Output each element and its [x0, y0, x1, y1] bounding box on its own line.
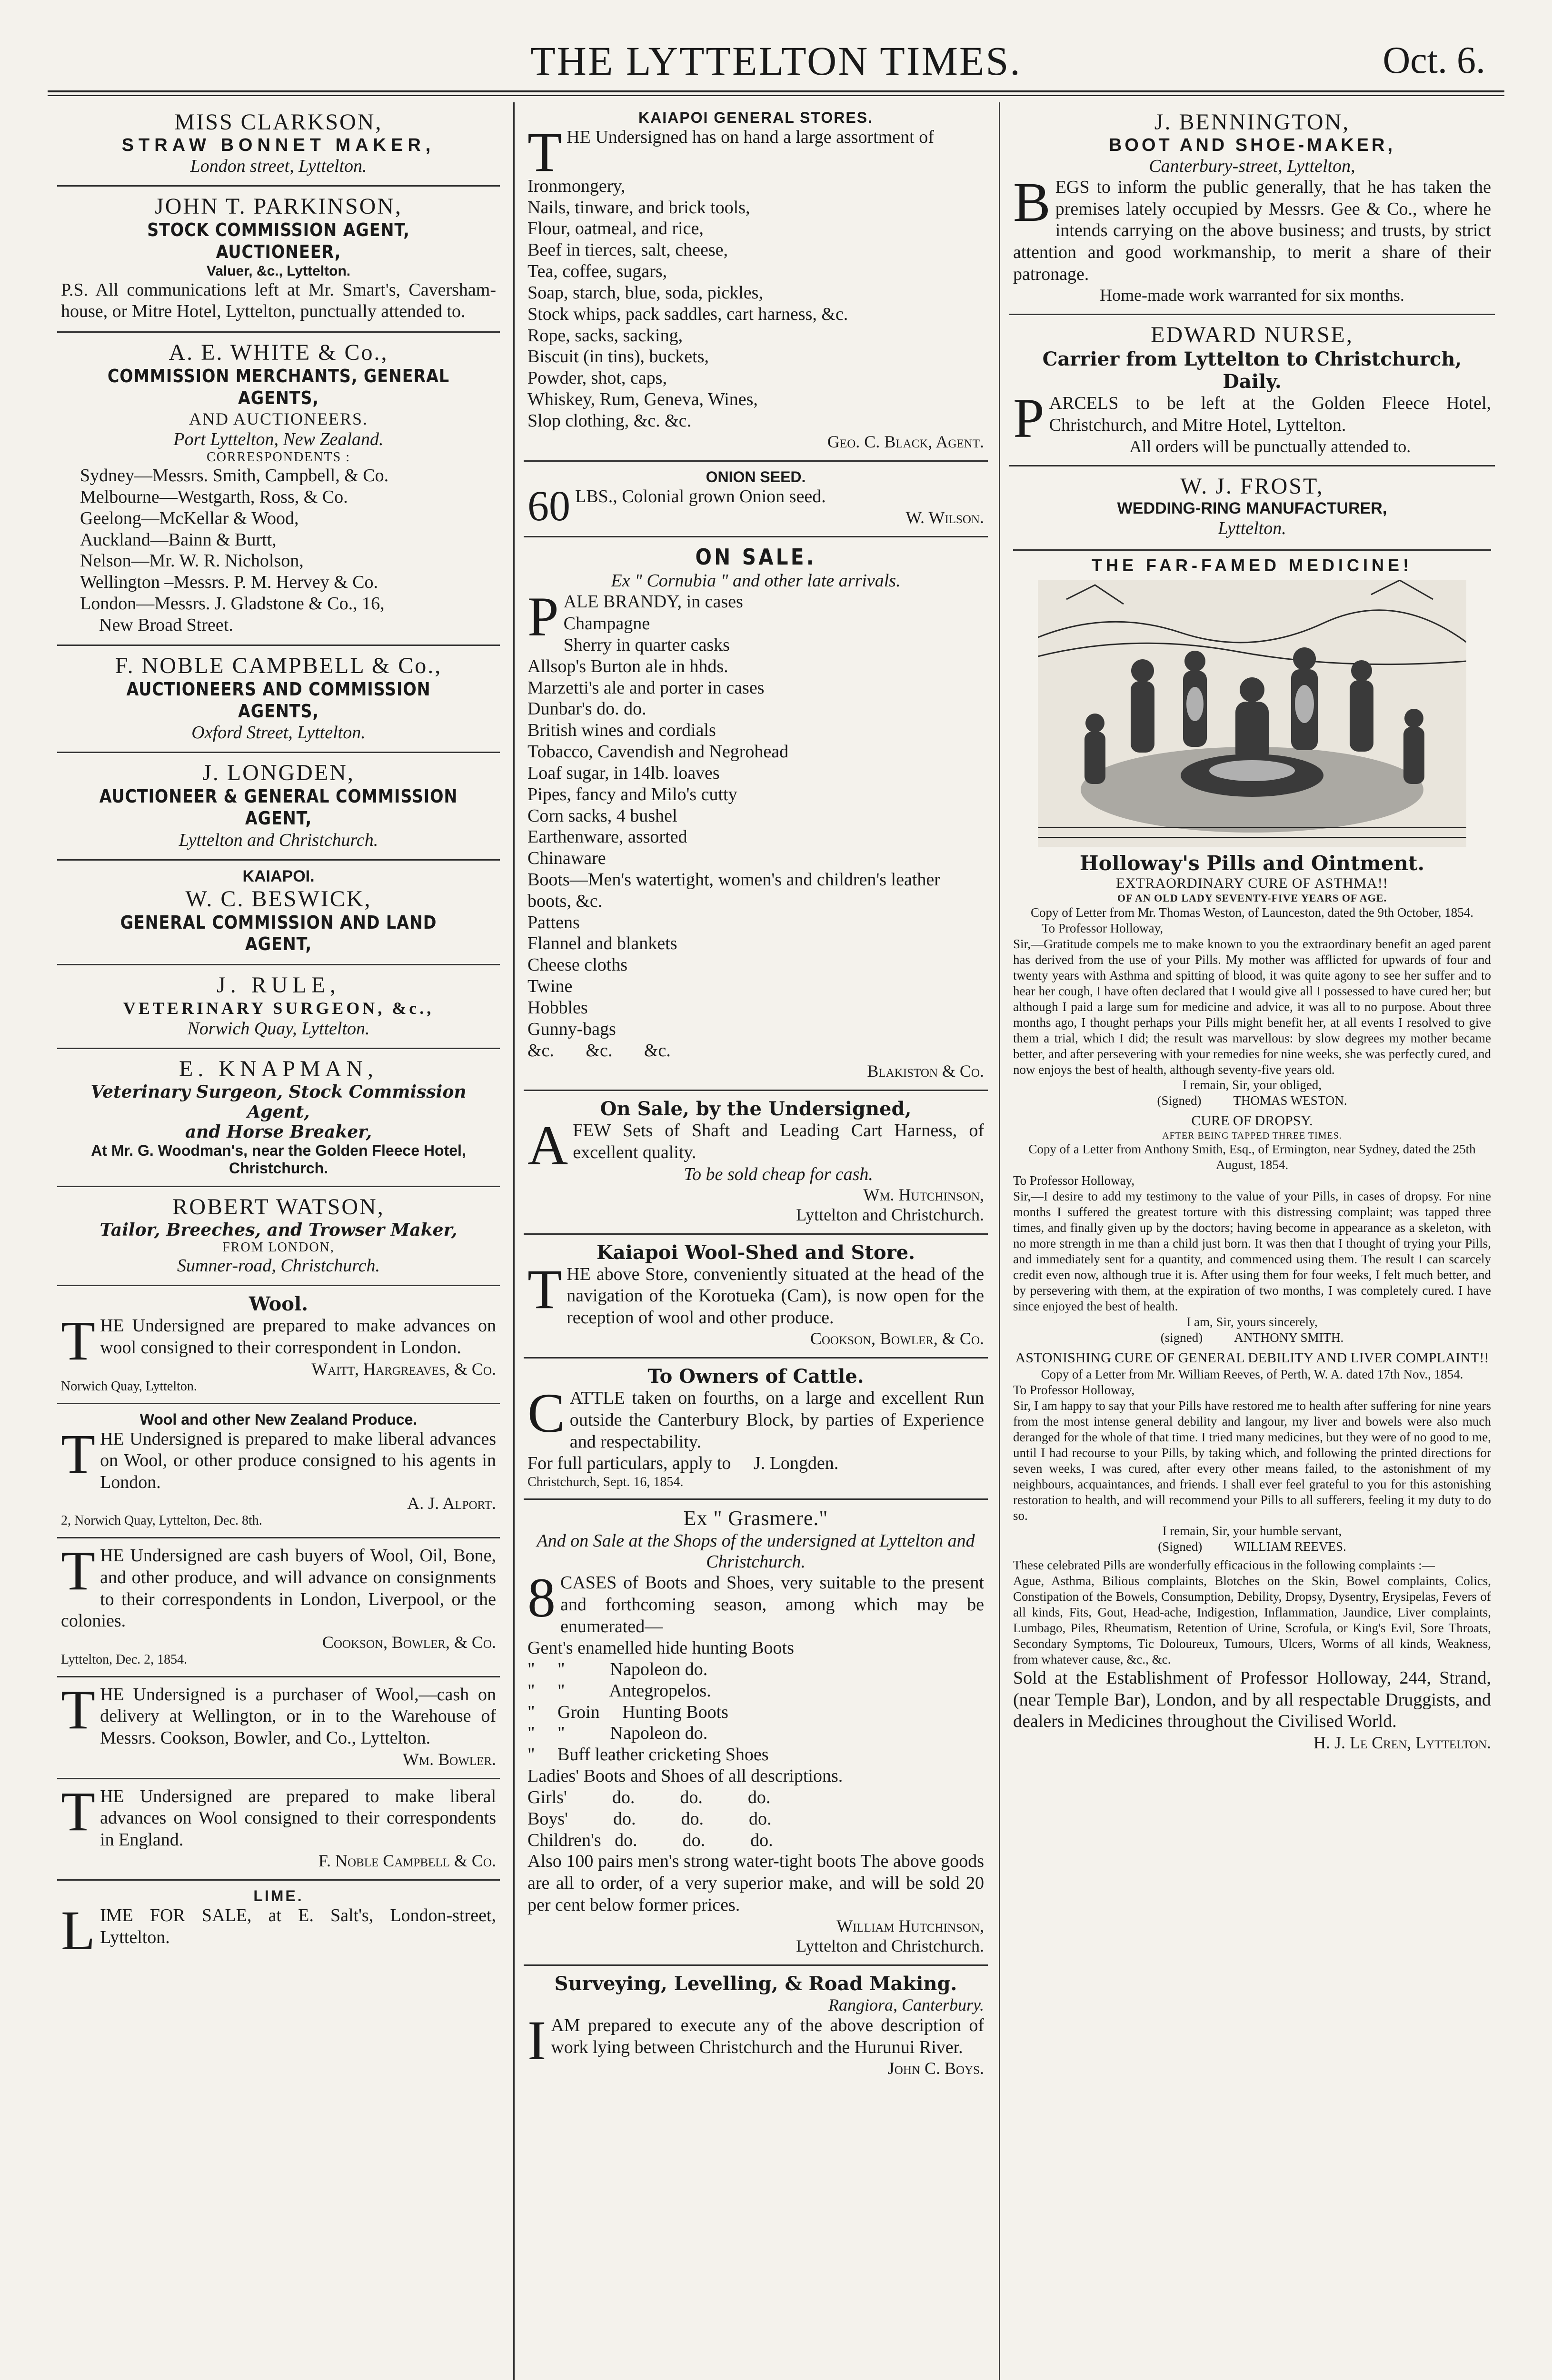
ad-body: HE Undersigned is a purchaser of Wool,—cash on delivery at Wellington, or in to the Warehouse of Messrs. Cookson, Bowler, and Co., Lyttelton.: [100, 1684, 496, 1748]
ad-banner: THE FAR-FAMED MEDICINE!: [1013, 549, 1491, 575]
ad-trade: AUCTIONEERS AND COMMISSION AGENTS,: [126, 678, 431, 722]
drop-cap: T: [61, 1309, 96, 1372]
letter-salutation: To Professor Holloway,: [1013, 1383, 1135, 1398]
ad-wool-shed: [524, 1235, 988, 1359]
ad-signature: H. J. Le Cren, Lyttelton.: [1313, 1733, 1491, 1752]
ad-body: HE Undersigned are prepared to make liberal advances on Wool consigned to their correspondents in England.: [100, 1786, 496, 1850]
drop-cap: T: [527, 121, 562, 183]
ad-bowler: [57, 1677, 500, 1779]
letter-closing: I remain, Sir, your humble servant,: [1162, 1524, 1342, 1538]
list-item: Stock whips, pack saddles, cart harness, &c.: [527, 304, 848, 324]
list-item: Hobbles: [527, 997, 588, 1018]
ad-note: Home-made work warranted for six months.: [1100, 286, 1404, 305]
ad-frost: [1009, 466, 1495, 547]
drop-cap: T: [61, 1422, 96, 1485]
testimonial-heading: ASTONISHING CURE OF GENERAL DEBILITY AND LIVER COMPLAINT!!: [1015, 1349, 1489, 1366]
ad-subtitle: Ex " Cornubia " and other late arrivals.: [611, 571, 901, 591]
ad-signature: A. J. Alport.: [407, 1494, 496, 1513]
letter-salutation: To Professor Holloway,: [1042, 921, 1164, 936]
list-item: Marzetti's ale and porter in cases: [527, 677, 765, 698]
ad-name: E. KNAPMAN,: [179, 1056, 378, 1082]
complaints-intro: These celebrated Pills are wonderfully efficacious in the following complaints :—: [1013, 1558, 1435, 1573]
drop-cap: T: [527, 1258, 562, 1320]
ad-heading: Ex " Grasmere.": [683, 1506, 828, 1530]
list-item: " Groin Hunting Boots: [527, 1702, 728, 1722]
ad-note: All orders will be punctually attended to.: [1129, 436, 1411, 456]
masthead-rule-thin: [48, 95, 1504, 96]
column-divider: [513, 102, 515, 2380]
ad-campbell-wool: [57, 1779, 500, 1881]
list-item: &c. &c. &c.: [527, 1040, 671, 1061]
drop-cap: P: [527, 585, 559, 648]
stockist-notice: Sold at the Establishment of Professor Holloway, 244, Strand, (near Temple Bar), London, and by all respectable Druggists, and dealers in Medicines throughout the Civilised World.: [1013, 1667, 1491, 1732]
ad-trade: VETERINARY SURGEON, &c.,: [123, 999, 434, 1018]
ad-body: ALE BRANDY, in cases: [563, 592, 743, 612]
list-item: Corn sacks, 4 bushel: [527, 805, 677, 826]
list-item: Auckland—Bainn & Burtt,: [80, 529, 277, 550]
list-item: Champagne: [563, 614, 650, 634]
ad-body: HE Undersigned are cash buyers of Wool, Oil, Bone, and other produce, and will advance on consignments to their correspondents in London, Liverpool, or the colonies.: [61, 1546, 496, 1631]
drop-cap: L: [61, 1899, 96, 1962]
list-item: Sherry in quarter casks: [563, 635, 730, 655]
newspaper-title: THE LYTTELTON TIMES.: [530, 38, 1022, 84]
list-item: Tobacco, Cavendish and Negrohead: [527, 742, 789, 762]
ad-apply: For full particulars, apply to J. Longden.: [527, 1453, 839, 1474]
ad-nurse: [1009, 315, 1495, 466]
ad-signature: Waitt, Hargreaves, & Co.: [311, 1359, 496, 1378]
ad-signature: William Hutchinson,: [836, 1916, 984, 1936]
testimonial-heading: CURE OF DROPSY.: [1191, 1113, 1313, 1129]
ad-harness: [524, 1091, 988, 1234]
ad-origin: FROM LONDON,: [222, 1240, 335, 1255]
drop-cap: C: [527, 1382, 565, 1445]
letter-body: Sir, I am happy to say that your Pills have restored me to health after suffering for nine years from the most intense general debility and langour, my liver and bowels were also much deranged for the whole of that time. I tried many medicines, but they were of no good to me, until I had recourse to your Pills, by taking which, and following the printed directions for seven weeks, I was cured, after every other means failed, to the astonishment of my neighbours, acquaintances, and friends. I shall ever feel grateful to you for this astonishing restoration to health, and will recommend your Pills to all sufferers, feeling it my duty to do so.: [1013, 1398, 1491, 1523]
ad-extra: Also 100 pairs men's strong water-tight boots The above goods are all to order, of a very superior make, and will be sold 20 per cent below former prices.: [527, 1851, 984, 1915]
list-item: Gent's enamelled hide hunting Boots: [527, 1638, 794, 1658]
ad-heading: Wool.: [249, 1293, 308, 1316]
ad-trade: Carrier from Lyttelton to Christchurch, Daily.: [1042, 348, 1462, 393]
ad-cookson-buyers: [57, 1538, 500, 1677]
list-item: Earthenware, assorted: [527, 827, 687, 847]
list-item: Flannel and blankets: [527, 933, 677, 954]
ad-postscript: P.S. All communications left at Mr. Smart's, Caversham-house, or Mitre Hotel, Lyttelton, punctually attended to.: [61, 279, 496, 322]
list-item: Gunny-bags: [527, 1019, 616, 1039]
list-item: " " Antegropelos.: [527, 1680, 711, 1701]
list-item: Powder, shot, caps,: [527, 368, 667, 388]
ad-signature: Wm. Hutchinson,: [863, 1185, 984, 1204]
list-item: " " Napoleon do.: [527, 1659, 708, 1679]
list-item: Dunbar's do. do.: [527, 699, 647, 719]
goods-list: [527, 1637, 984, 1851]
testimonial-subheading: OF AN OLD LADY SEVENTY-FIVE YEARS OF AGE.: [1117, 892, 1387, 904]
ad-name: J. RULE,: [217, 972, 340, 998]
list-item: British wines and cordials: [527, 720, 716, 741]
ad-noble-campbell: [57, 646, 500, 753]
ad-name: W. C. BESWICK,: [185, 886, 372, 912]
ad-trade: GENERAL COMMISSION AND LAND AGENT,: [120, 912, 437, 955]
list-item: Boys' do. do. do.: [527, 1808, 772, 1829]
ad-dateline: 2, Norwich Quay, Lyttelton, Dec. 8th.: [61, 1513, 262, 1528]
ad-surveying: [524, 1966, 988, 2087]
list-item: Melbourne—Westgarth, Ross, & Co.: [80, 486, 348, 507]
testimonial-heading: EXTRAORDINARY CURE OF ASTHMA!!: [1116, 875, 1388, 891]
ad-heading: KAIAPOI GENERAL STORES.: [638, 109, 873, 126]
ad-subtitle: Valuer, &c., Lyttelton.: [206, 263, 351, 279]
list-item: Boots—Men's watertight, women's and children's leather boots, &c.: [527, 870, 940, 911]
list-item: Nelson—Mr. W. R. Nicholson,: [80, 551, 304, 571]
ad-trade: STRAW BONNET MAKER,: [121, 135, 436, 156]
letter-closing: I am, Sir, yours sincerely,: [1186, 1314, 1318, 1329]
drop-cap: I: [527, 2009, 547, 2072]
ad-trade: Veterinary Surgeon, Stock Commission Agent,: [90, 1082, 467, 1122]
ad-heading: ONION SEED.: [706, 468, 806, 486]
ad-parkinson: [57, 187, 500, 333]
ad-body: HE above Store, conveniently situated at the head of the navigation of the Korotueka (Cam), is now open for the reception of wool and other produce.: [567, 1264, 984, 1328]
list-item: Slop clothing, &c. &c.: [527, 410, 692, 431]
letter-signature: (signed) ANTHONY SMITH.: [1160, 1330, 1344, 1345]
list-item: London—Messrs. J. Gladstone & Co., 16,: [80, 594, 385, 614]
list-item: Ladies' Boots and Shoes of all descriptions.: [527, 1766, 843, 1786]
letter-salutation: To Professor Holloway,: [1013, 1173, 1135, 1188]
list-item: Twine: [527, 976, 573, 997]
ad-address: Lyttelton and Christchurch.: [179, 830, 378, 850]
masthead-rule: [48, 90, 1504, 92]
ad-longden: [57, 753, 500, 860]
engraving-illustration: [1038, 580, 1466, 847]
ad-onion-seed: [524, 462, 988, 538]
ad-trade: Tailor, Breeches, and Trowser Maker,: [99, 1220, 458, 1240]
ad-address: Norwich Quay, Lyttelton.: [187, 1019, 370, 1039]
ad-trade: WEDDING-RING MANUFACTURER,: [1117, 499, 1387, 517]
ad-heading: LIME.: [253, 1887, 304, 1905]
list-item: Tea, coffee, sugars,: [527, 261, 667, 282]
ad-on-sale: [524, 537, 988, 1091]
ad-cattle: [524, 1359, 988, 1499]
ad-holloway: [1009, 547, 1495, 1761]
ad-name: W. J. FROST,: [1180, 473, 1324, 499]
testimonial-subheading: AFTER BEING TAPPED THREE TIMES.: [1162, 1130, 1342, 1141]
list-item: Nails, tinware, and brick tools,: [527, 197, 750, 218]
ad-heading: Surveying, Levelling, & Road Making.: [554, 1973, 957, 1995]
issue-date: Oct. 6.: [1383, 40, 1485, 81]
list-item: Rope, sacks, sacking,: [527, 325, 683, 346]
ad-signature-line2: Lyttelton and Christchurch.: [796, 1936, 984, 1956]
masthead: [52, 29, 1500, 90]
column-middle: [524, 102, 988, 2380]
list-item: Wellington –Messrs. P. M. Hervey & Co.: [80, 572, 378, 593]
letter-source: Copy of Letter from Mr. Thomas Weston, of Launceston, dated the 9th October, 1854.: [1030, 905, 1474, 920]
column-left: [57, 102, 500, 2380]
ad-heading: To Owners of Cattle.: [647, 1365, 864, 1388]
ad-body: IME FOR SALE, at E. Salt's, London-street, Lyttelton.: [100, 1905, 496, 1947]
ad-name: F. NOBLE CAMPBELL & Co.,: [115, 653, 442, 678]
list-item: Sydney—Messrs. Smith, Campbell, & Co.: [80, 466, 389, 486]
ad-heading: Kaiapoi Wool-Shed and Store.: [596, 1241, 915, 1264]
letter-signature: (Signed) WILLIAM REEVES.: [1158, 1539, 1346, 1554]
ad-trade: STOCK COMMISSION AGENT, AUCTIONEER,: [147, 219, 410, 262]
ad-signature-line2: Lyttelton and Christchurch.: [796, 1205, 984, 1224]
ad-body: AM prepared to execute any of the above description of work lying between Christchurch and the Hurunui River.: [551, 2015, 984, 2057]
list-item: New Broad Street.: [99, 615, 233, 635]
ad-wool: [57, 1286, 500, 1404]
ad-watson: [57, 1187, 500, 1286]
ad-name: A. E. WHITE & Co.,: [169, 339, 388, 365]
list-item: Allsop's Burton ale in hhds.: [527, 656, 728, 676]
ad-clarkson: [57, 102, 500, 187]
ad-dateline: Norwich Quay, Lyttelton.: [61, 1378, 197, 1394]
list-item: Girls' do. do. do.: [527, 1787, 771, 1807]
ad-knapman: [57, 1049, 500, 1187]
list-item: Pipes, fancy and Milo's cutty: [527, 784, 737, 804]
ad-name: J. BENNINGTON,: [1154, 109, 1350, 135]
ad-subtitle: To be sold cheap for cash.: [684, 1164, 873, 1184]
list-item: " " Napoleon do.: [527, 1723, 708, 1744]
ad-place: KAIAPOI.: [242, 867, 315, 885]
ad-heading: ON SALE.: [695, 544, 816, 570]
list-item: Biscuit (in tins), buckets,: [527, 347, 709, 367]
ad-signature: Blakiston & Co.: [867, 1061, 984, 1081]
ad-subtitle: And on Sale at the Shops of the undersigned at Lyttelton and Christchurch.: [537, 1531, 975, 1572]
ad-lime: [57, 1881, 500, 1962]
ad-address: London street, Lyttelton.: [190, 156, 367, 177]
ad-name: J. LONGDEN,: [202, 760, 355, 786]
correspondents-list: [61, 465, 496, 636]
ad-address: Sumner-road, Christchurch.: [177, 1256, 380, 1276]
letter-body: Sir,—Gratitude compels me to make known to you the extraordinary benefit an aged parent has derived from the use of your Pills. My mother was afflicted for upwards of four and twenty years with Asthma and spitting of blood, it was quite agony to see her suffer and to hear her cough, I have often declared that I would give all I possessed to have cured her; but although I paid a large sum for medicine and advice, it was all to no purpose. About three months ago, I thought perhaps your Pills might benefit her, at all events I resolved to give them a trial, which I did; the result was marvellous: by slow degrees my mother became better, and after persevering with your remedies for nine weeks, she was perfectly cured, and now enjoys the best of health, although seventy-five years old.: [1013, 937, 1491, 1077]
list-item: Soap, starch, blue, soda, pickles,: [527, 282, 763, 303]
ad-body: HE Undersigned has on hand a large assortment of: [567, 127, 934, 147]
ad-name: JOHN T. PARKINSON,: [155, 194, 402, 219]
drop-cap: T: [61, 1780, 96, 1843]
ad-heading: Holloway's Pills and Ointment.: [1079, 851, 1425, 875]
goods-list: [527, 613, 984, 1061]
ad-address: At Mr. G. Woodman's, near the Golden Fleece Hotel, Christchurch.: [91, 1142, 466, 1177]
ad-trade: COMMISSION MERCHANTS, GENERAL AGENTS,: [107, 365, 450, 408]
list-item: Pattens: [527, 912, 580, 932]
ad-subtitle: AND AUCTIONEERS.: [189, 409, 368, 429]
ad-address: Canterbury-street, Lyttelton,: [1149, 156, 1355, 177]
ad-body: HE Undersigned are prepared to make advances on wool consigned to their correspondent in London.: [100, 1316, 496, 1358]
ad-bennington: [1009, 102, 1495, 315]
ad-signature: John C. Boys.: [887, 2059, 984, 2078]
ad-name: ROBERT WATSON,: [172, 1194, 385, 1220]
list-item: " Buff leather cricketing Shoes: [527, 1745, 769, 1765]
list-item: Ironmongery,: [527, 176, 626, 196]
ad-signature: Cookson, Bowler, & Co.: [810, 1329, 984, 1349]
ad-body: CASES of Boots and Shoes, very suitable to the present and forthcoming season, among which may be enumerated—: [560, 1573, 984, 1636]
letter-body: Sir,—I desire to add my testimony to the value of your Pills, in cases of dropsy. For nine months I suffered the greatest torture with this distressing complaint; was tapped three times, and finally given up by the doctors; having become in appearance as a skeleton, with no more strength in me than a child just born. It was then that I thought of trying your Pills, and immediately sent for a quantity, and commenced using them. The result I can scarcely credit even now, although true it is. After using them for four weeks, I felt much better, and by persevering with them, at the expiration of two months, I was completely cured. I have since enjoyed the best of health.: [1013, 1189, 1491, 1313]
list-item: Cheese cloths: [527, 955, 628, 975]
letter-closing: I remain, Sir, your obliged,: [1182, 1078, 1322, 1092]
drop-cap: P: [1013, 387, 1045, 450]
ad-signature: Cookson, Bowler, & Co.: [322, 1632, 496, 1652]
drop-cap: T: [61, 1539, 96, 1602]
column-right: [1009, 102, 1495, 2380]
ad-body: FEW Sets of Shaft and Leading Cart Harness, of excellent quality.: [573, 1121, 984, 1163]
ad-name: EDWARD NURSE,: [1151, 322, 1353, 348]
ad-address: Oxford Street, Lyttelton.: [191, 723, 366, 743]
list-item: Whiskey, Rum, Geneva, Wines,: [527, 389, 758, 410]
drop-cap: B: [1013, 171, 1051, 234]
ad-trade-line2: and Horse Breaker,: [185, 1122, 372, 1142]
ad-place: Rangiora, Canterbury.: [828, 1995, 984, 2015]
letter-source: Copy of a Letter from Mr. William Reeves, of Perth, W. A. dated 17th Nov., 1854.: [1041, 1367, 1463, 1382]
ad-grasmere: [524, 1500, 988, 1966]
list-item: Children's do. do. do.: [527, 1830, 773, 1850]
list-item: Beef in tierces, salt, cheese,: [527, 240, 728, 260]
drop-numeral: 8: [527, 1567, 556, 1629]
list-item: Flour, oatmeal, and rice,: [527, 218, 704, 239]
ad-trade: AUCTIONEER & GENERAL COMMISSION AGENT,: [99, 786, 458, 829]
column-divider: [999, 102, 1000, 2380]
ad-signature: Wm. Bowler.: [402, 1749, 496, 1769]
ad-dateline: Christchurch, Sept. 16, 1854.: [527, 1474, 684, 1489]
ad-heading: On Sale, by the Undersigned,: [600, 1098, 912, 1121]
ad-body: LBS., Colonial grown Onion seed.: [575, 486, 826, 506]
correspondents-label: CORRESPONDENTS :: [207, 450, 350, 465]
ad-beswick: [57, 861, 500, 965]
ad-body: EGS to inform the public generally, that he has taken the premises lately occupied by Messrs. Gee & Co., where he intends carrying on the above business; and trusts, by strict attention and good workmanship, to merit a share of their patronage.: [1013, 177, 1491, 284]
ad-address: Port Lyttelton, New Zealand.: [173, 429, 384, 450]
goods-list: [527, 176, 984, 432]
ad-signature: Geo. C. Black, Agent.: [827, 432, 984, 451]
ad-heading: Wool and other New Zealand Produce.: [139, 1410, 418, 1428]
ad-signature: W. Wilson.: [905, 508, 984, 527]
drop-numeral: 60: [527, 482, 570, 530]
list-item: Loaf sugar, in 14lb. loaves: [527, 763, 720, 783]
drop-cap: A: [527, 1114, 568, 1177]
ad-body: ATTLE taken on fourths, on a large and excellent Run outside the Canterbury Block, by parties of Experience and respectability.: [569, 1388, 984, 1452]
ad-body: HE Undersigned is prepared to make liberal advances on Wool, or other produce consigned to his agents in London.: [100, 1428, 496, 1492]
ad-name: MISS CLARKSON,: [174, 109, 383, 135]
ad-alport: [57, 1404, 500, 1539]
ad-address: Lyttelton.: [1218, 518, 1286, 538]
letter-source: Copy of a Letter from Anthony Smith, Esq., of Ermington, near Sydney, dated the 25th August, 1854.: [1028, 1142, 1476, 1172]
ad-kaiapoi-stores: [524, 102, 988, 462]
list-item: Geelong—McKellar & Wood,: [80, 508, 299, 528]
ad-dateline: Lyttelton, Dec. 2, 1854.: [61, 1652, 188, 1667]
ad-body: ARCELS to be left at the Golden Fleece Hotel, Christchurch, and Mitre Hotel, Lyttelton.: [1049, 393, 1491, 435]
letter-signature: (Signed) THOMAS WESTON.: [1157, 1093, 1347, 1108]
complaints-list: Ague, Asthma, Bilious complaints, Blotches on the Skin, Bowel complaints, Colics, Constipation of the Bowels, Consumption, Debility, Dropsy, Dysentry, Erysipelas, Fevers of all kinds, Fits, Gout, Head-ache, Indigestion, Inflammation, Jaundice, Liver complaints, Lumbago, Piles, Rheumatism, Retention of Urine, Scrofula, or King's Evil, Sore Throats, Secondary Symptoms, Tic Doloureux, Tumours, Ulcers, Worms of all kinds, Weakness, from whatever cause, &c., &c.: [1013, 1574, 1491, 1666]
ad-signature: F. Noble Campbell & Co.: [318, 1851, 496, 1871]
ad-rule: [57, 965, 500, 1049]
drop-cap: T: [61, 1678, 96, 1741]
list-item: Chinaware: [527, 848, 606, 869]
ad-white: [57, 333, 500, 646]
ad-trade: BOOT AND SHOE-MAKER,: [1108, 135, 1396, 156]
